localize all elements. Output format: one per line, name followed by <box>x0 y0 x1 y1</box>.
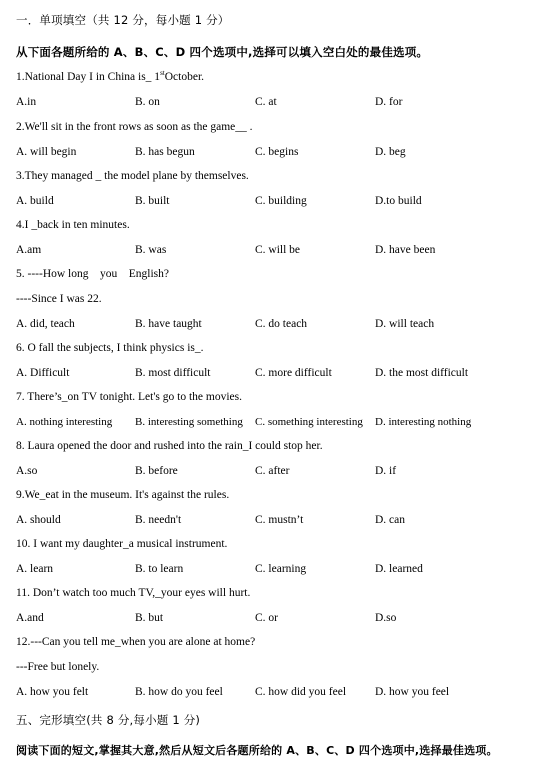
question-2-option-b[interactable]: B. has begun <box>135 146 195 158</box>
question-4-option-b[interactable]: B. was <box>135 244 167 256</box>
question-8-stem: 8. Laura opened the door and rushed into the rain_I could stop her. <box>16 440 323 452</box>
question-3-option-c[interactable]: C. building <box>255 195 307 207</box>
question-12-answer-line: ---Free but lonely. <box>16 661 100 673</box>
question-11-stem: 11. Don’t watch too much TV,_your eyes will hurt. <box>16 587 251 599</box>
question-7-options <box>16 416 526 432</box>
question-1-stem-post: October. <box>164 71 205 83</box>
question-6-option-d[interactable]: D. the most difficult <box>375 367 469 379</box>
question-11-option-b[interactable]: B. but <box>135 612 164 624</box>
question-9-option-a[interactable]: A. should <box>16 514 61 526</box>
question-5-stem: 5. ----How long you English? <box>16 268 169 280</box>
question-3-option-a[interactable]: A. build <box>16 195 54 207</box>
question-12-stem: 12.---Can you tell me_when you are alone at home? <box>16 636 256 648</box>
question-1-options <box>16 96 526 112</box>
question-2-option-a[interactable]: A. will begin <box>16 146 77 158</box>
question-9-options <box>16 514 526 530</box>
section-5-instruction: 阅读下面的短文,掌握其大意,然后从短文后各题所给的 A、B、C、D 四个选项中,选择最佳选项。 <box>16 744 498 757</box>
question-5-option-a[interactable]: A. did, teach <box>16 318 75 330</box>
question-12-option-a[interactable]: A. how you felt <box>16 686 89 698</box>
question-9-option-b[interactable]: B. needn't <box>135 514 182 526</box>
section-5-title: 五、完形填空(共 8 分,每小题 1 分) <box>16 713 201 727</box>
question-1-option-b[interactable]: B. on <box>135 96 160 108</box>
question-11-options <box>16 612 526 628</box>
question-6-stem: 6. O fall the subjects, I think physics is_. <box>16 342 204 354</box>
question-5-option-b[interactable]: B. have taught <box>135 318 202 330</box>
question-4-option-a[interactable]: A.am <box>16 244 42 256</box>
question-7-option-c[interactable]: C. something interesting <box>255 416 363 428</box>
question-12-option-b[interactable]: B. how do you feel <box>135 686 223 698</box>
question-6-option-c[interactable]: C. more difficult <box>255 367 332 379</box>
question-8-option-d[interactable]: D. if <box>375 465 397 477</box>
question-5-answer-line: ----Since I was 22. <box>16 293 102 305</box>
question-12-option-d[interactable]: D. how you feel <box>375 686 450 698</box>
section-1-title: 一．单项填空（共 12 分，每小题 1 分） <box>16 13 230 27</box>
question-3-option-d[interactable]: D.to build <box>375 195 422 207</box>
question-5-option-d[interactable]: D. will teach <box>375 318 435 330</box>
question-4-option-d[interactable]: D. have been <box>375 244 436 256</box>
question-3-stem: 3.They managed _ the model plane by themselves. <box>16 170 249 182</box>
question-5-options <box>16 318 526 334</box>
question-7-stem: 7. There’s_on TV tonight. Let's go to the movies. <box>16 391 242 403</box>
question-10-option-d[interactable]: D. learned <box>375 563 423 575</box>
question-7-option-b[interactable]: B. interesting something <box>135 416 243 428</box>
question-7-option-a[interactable]: A. nothing interesting <box>16 416 113 428</box>
question-11-option-a[interactable]: A.and <box>16 612 44 624</box>
question-4-options <box>16 244 526 260</box>
question-3-options <box>16 195 526 211</box>
question-6-options <box>16 367 526 383</box>
question-10-stem: 10. I want my daughter_a musical instrument. <box>16 538 228 550</box>
question-3-option-b[interactable]: B. built <box>135 195 170 207</box>
question-2-option-d[interactable]: D. beg <box>375 146 406 158</box>
question-4-stem: 4.I _back in ten minutes. <box>16 219 130 231</box>
question-8-options <box>16 465 526 481</box>
question-6-option-a[interactable]: A. Difficult <box>16 367 70 379</box>
question-5-option-c[interactable]: C. do teach <box>255 318 308 330</box>
question-1-option-a[interactable]: A.in <box>16 96 37 108</box>
question-11-option-d[interactable]: D.so <box>375 612 397 624</box>
question-1-option-c[interactable]: C. at <box>255 96 277 108</box>
question-7-option-d[interactable]: D. interesting nothing <box>375 416 472 428</box>
question-6-option-b[interactable]: B. most difficult <box>135 367 211 379</box>
question-12-option-c[interactable]: C. how did you feel <box>255 686 347 698</box>
question-11-option-c[interactable]: C. or <box>255 612 278 624</box>
question-8-option-c[interactable]: C. after <box>255 465 290 477</box>
question-9-option-c[interactable]: C. mustn’t <box>255 514 304 526</box>
question-1-stem-sup: st <box>160 69 165 78</box>
question-10-option-a[interactable]: A. learn <box>16 563 54 575</box>
question-9-option-d[interactable]: D. can <box>375 514 406 526</box>
question-1-stem <box>16 71 204 83</box>
question-4-option-c[interactable]: C. will be <box>255 244 301 256</box>
question-1-stem-pre: 1.National Day I in China is_ 1 <box>16 71 161 83</box>
question-9-stem: 9.We_eat in the museum. It's against the rules. <box>16 489 230 501</box>
question-2-option-c[interactable]: C. begins <box>255 146 299 158</box>
question-10-option-b[interactable]: B. to learn <box>135 563 184 575</box>
question-1-option-d[interactable]: D. for <box>375 96 403 108</box>
question-12-options <box>16 686 526 702</box>
question-2-options <box>16 146 526 162</box>
question-10-options <box>16 563 526 579</box>
question-8-option-a[interactable]: A.so <box>16 465 38 477</box>
question-8-option-b[interactable]: B. before <box>135 465 178 477</box>
question-2-stem: 2.We'll sit in the front rows as soon as the game__ . <box>16 121 253 133</box>
question-10-option-c[interactable]: C. learning <box>255 563 307 575</box>
section-1-instruction: 从下面各题所给的 A、B、C、D 四个选项中,选择可以填入空白处的最佳选项。 <box>16 45 429 59</box>
